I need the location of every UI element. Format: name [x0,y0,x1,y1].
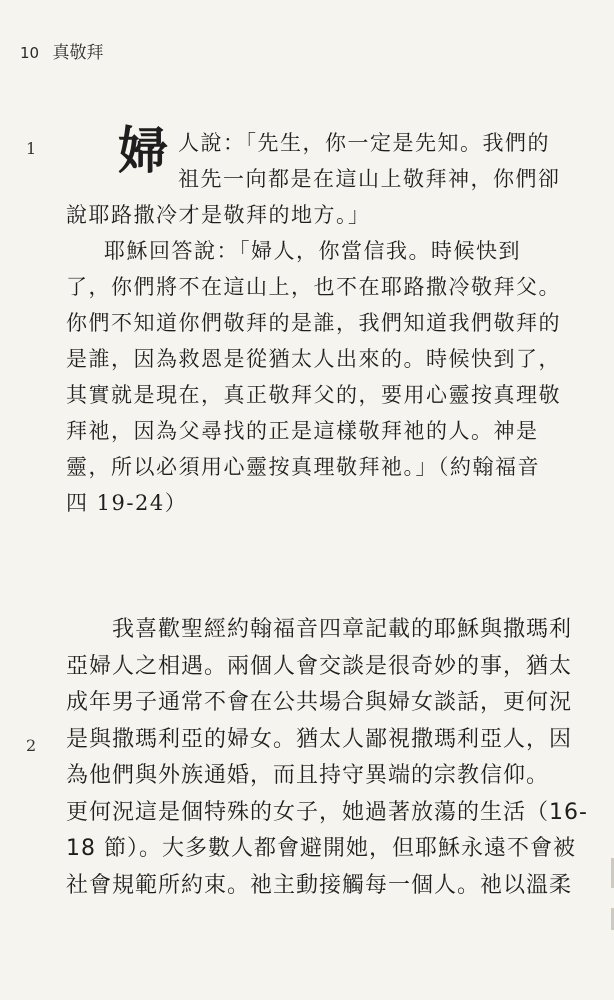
scripture-line: 拜祂，因為父尋找的正是這樣敬拜祂的人。神是 [66,419,539,443]
commentary-line: 我喜歡聖經約翰福音四章記載的耶穌與撒瑪利 [112,617,573,642]
margin-note-2: 2 [26,736,37,755]
margin-note-1: 1 [26,139,37,158]
commentary-line: 成年男子通常不會在公共場合與婦女談話，更何況 [66,690,573,715]
commentary-line: 是與撒瑪利亞的婦女。猶太人鄙視撒瑪利亞人，因 [66,726,573,752]
commentary-line: 為他們與外族通婚，而且持守異端的宗教信仰。 [66,763,550,788]
commentary-line: 社會規範所約束。祂主動接觸每一個人。祂以溫柔 [66,872,573,898]
scripture-line: 靈，所以必須用心靈按真理敬拜祂。」（約翰福音 [66,455,540,479]
scripture-line: 耶穌回答說：「婦人，你當信我。時候快到 [104,239,521,263]
scripture-line: 說耶路撒冷才是敬拜的地方。」 [66,203,371,227]
running-header [20,38,104,63]
page-number: 10 [20,44,40,62]
commentary-line: 亞婦人之相遇。兩個人會交談是很奇妙的事，猶太 [66,653,573,679]
scripture-line: 了，你們將不在這山上，也不在耶路撒冷敬拜父。 [66,275,561,299]
commentary-line: 18 節）。大多數人都會避開她，但耶穌永遠不會被 [66,836,576,861]
scripture-line: 是誰，因為救恩是從猶太人出來的。時候快到了， [66,347,561,371]
scripture-line: 四 19-24） [66,491,188,515]
running-title: 真敬拜 [52,43,104,63]
drop-cap: 婦 [118,121,170,180]
scripture-line: 其實就是現在，真正敬拜父的，要用心靈按真理敬 [66,383,561,407]
commentary-paragraph [66,612,596,904]
scripture-passage [66,121,586,521]
scripture-line: 祖先一向都是在這山上敬拜神，你們卻 [178,167,561,191]
scripture-line: 你們不知道你們敬拜的是誰，我們知道我們敬拜的 [66,311,561,335]
commentary-line: 更何況這是個特殊的女子，她過著放蕩的生活（16- [66,799,588,825]
scripture-line: 人說：「先生，你一定是先知。我們的 [178,131,550,155]
